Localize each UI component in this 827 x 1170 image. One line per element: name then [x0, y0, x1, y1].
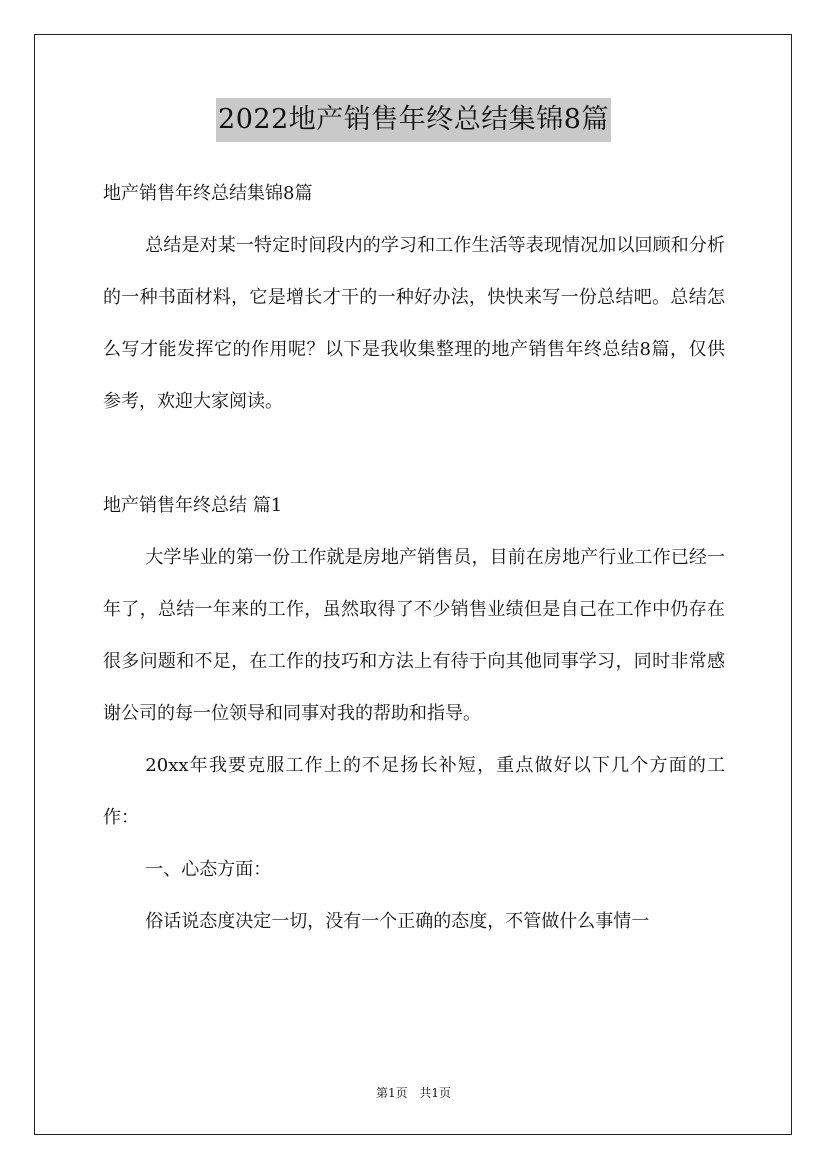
page-footer — [0, 1084, 827, 1102]
body-paragraph: 大学毕业的第一份工作就是房地产销售员，目前在房地产行业工作已经一年了，总结一年来的工作，虽然取得了不少销售业绩但是自己在工作中仍存在很多问题和不足，在工作的技巧和方法上有待于向其他同事学习，同时非常感谢公司的每一位领导和同事对我的帮助和指导。 — [103, 547, 725, 724]
intro-paragraph: 总结是对某一特定时间段内的学习和工作生活等表现情况加以回顾和分析的一种书面材料，它是增长才干的一种好办法，快快来写一份总结吧。总结怎么写才能发挥它的作用呢？以下是我收集整理的地产销售年终总结8篇，仅供参考，欢迎大家阅读。 — [103, 235, 725, 412]
sub-heading: 一、心态方面： — [145, 859, 272, 880]
body-paragraph: 20xx年我要克服工作上的不足扬长补短，重点做好以下几个方面的工作： — [103, 755, 725, 828]
document-subtitle: 地产销售年终总结集锦8篇 — [103, 183, 313, 204]
section-heading: 地产销售年终总结 篇1 — [103, 495, 283, 516]
body-paragraph: 俗话说态度决定一切，没有一个正确的态度，不管做什么事情一 — [145, 911, 650, 932]
paragraph-spacer — [103, 428, 725, 480]
document-title: 2022地产销售年终总结集锦8篇 — [216, 98, 611, 142]
document-body — [103, 168, 725, 948]
page-total: 共1页 — [419, 1086, 452, 1100]
page-number: 第1页 — [375, 1086, 408, 1100]
title-container — [0, 98, 827, 142]
